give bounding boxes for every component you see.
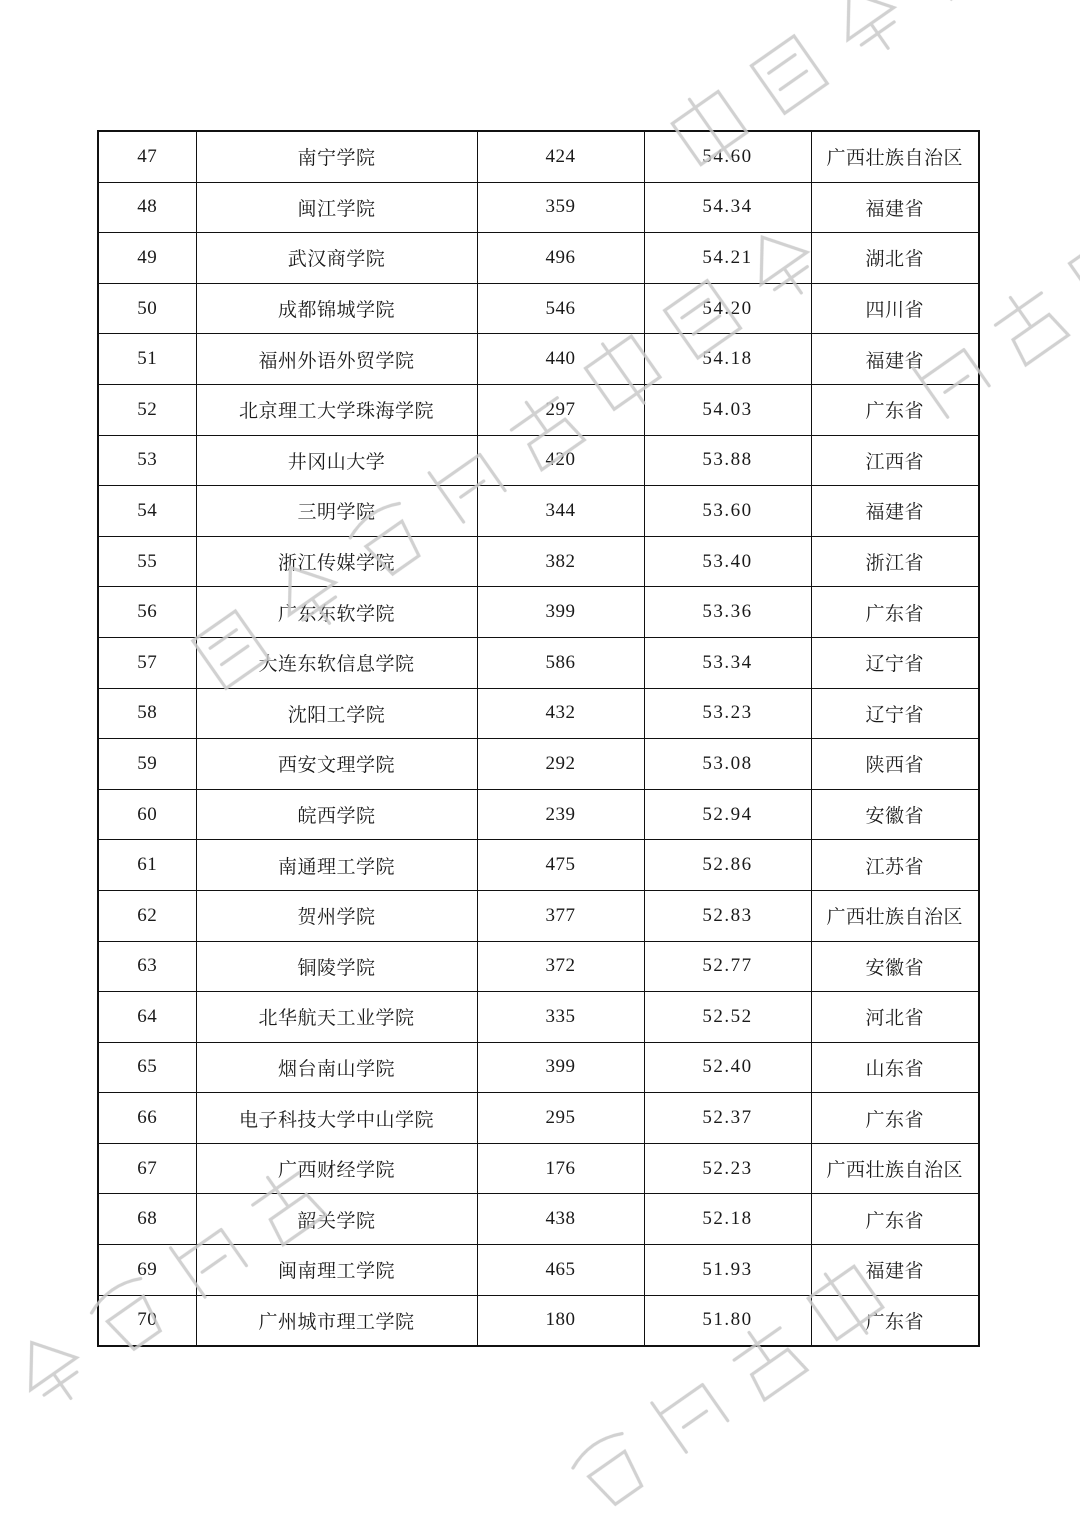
rank-cell: 54 [98,486,196,537]
province-cell: 广西壮族自治区 [811,1143,979,1194]
ranking-table-body [98,131,979,1346]
table-row [98,233,979,284]
count-cell: 465 [477,1245,644,1296]
province-cell: 广东省 [811,1093,979,1144]
score-cell: 54.03 [644,384,811,435]
score-cell: 54.18 [644,334,811,385]
institution-name-cell: 南通理工学院 [196,840,477,891]
institution-name-cell: 北京理工大学珠海学院 [196,384,477,435]
score-cell: 52.18 [644,1194,811,1245]
score-cell: 53.60 [644,486,811,537]
rank-cell: 64 [98,992,196,1043]
score-cell: 53.88 [644,435,811,486]
province-cell: 广东省 [811,1295,979,1346]
score-cell: 54.21 [644,233,811,284]
rank-cell: 66 [98,1093,196,1144]
institution-name-cell: 广西财经学院 [196,1143,477,1194]
score-cell: 52.77 [644,941,811,992]
table-row [98,1194,979,1245]
table-row [98,182,979,233]
institution-name-cell: 广州城市理工学院 [196,1295,477,1346]
score-cell: 53.40 [644,536,811,587]
count-cell: 438 [477,1194,644,1245]
count-cell: 377 [477,890,644,941]
table-row [98,637,979,688]
count-cell: 344 [477,486,644,537]
count-cell: 372 [477,941,644,992]
institution-name-cell: 福州外语外贸学院 [196,334,477,385]
province-cell: 辽宁省 [811,688,979,739]
rank-cell: 50 [98,283,196,334]
rank-cell: 60 [98,789,196,840]
table-row [98,890,979,941]
rank-cell: 48 [98,182,196,233]
count-cell: 399 [477,587,644,638]
count-cell: 297 [477,384,644,435]
count-cell: 432 [477,688,644,739]
count-cell: 176 [477,1143,644,1194]
rank-cell: 51 [98,334,196,385]
province-cell: 辽宁省 [811,637,979,688]
score-cell: 52.52 [644,992,811,1043]
institution-name-cell: 成都锦城学院 [196,283,477,334]
province-cell: 浙江省 [811,536,979,587]
institution-name-cell: 闽南理工学院 [196,1245,477,1296]
count-cell: 180 [477,1295,644,1346]
rank-cell: 61 [98,840,196,891]
institution-name-cell: 烟台南山学院 [196,1042,477,1093]
table-row [98,131,979,182]
institution-name-cell: 武汉商学院 [196,233,477,284]
institution-name-cell: 北华航天工业学院 [196,992,477,1043]
institution-name-cell: 南宁学院 [196,131,477,182]
count-cell: 239 [477,789,644,840]
rank-cell: 53 [98,435,196,486]
table-row [98,1143,979,1194]
table-row [98,1093,979,1144]
count-cell: 292 [477,739,644,790]
count-cell: 424 [477,131,644,182]
rank-cell: 62 [98,890,196,941]
rank-cell: 69 [98,1245,196,1296]
table-row [98,1042,979,1093]
rank-cell: 67 [98,1143,196,1194]
institution-name-cell: 铜陵学院 [196,941,477,992]
province-cell: 山东省 [811,1042,979,1093]
institution-name-cell: 韶关学院 [196,1194,477,1245]
province-cell: 安徽省 [811,789,979,840]
province-cell: 广东省 [811,384,979,435]
rank-cell: 65 [98,1042,196,1093]
province-cell: 江苏省 [811,840,979,891]
table-row [98,688,979,739]
count-cell: 295 [477,1093,644,1144]
province-cell: 广东省 [811,1194,979,1245]
score-cell: 51.80 [644,1295,811,1346]
rank-cell: 58 [98,688,196,739]
table-row [98,992,979,1043]
table-row [98,941,979,992]
score-cell: 53.23 [644,688,811,739]
institution-name-cell: 闽江学院 [196,182,477,233]
province-cell: 福建省 [811,334,979,385]
institution-name-cell: 广东东软学院 [196,587,477,638]
table-row [98,587,979,638]
table-row [98,1295,979,1346]
score-cell: 53.08 [644,739,811,790]
institution-name-cell: 井冈山大学 [196,435,477,486]
institution-name-cell: 皖西学院 [196,789,477,840]
count-cell: 335 [477,992,644,1043]
province-cell: 福建省 [811,182,979,233]
count-cell: 586 [477,637,644,688]
institution-name-cell: 三明学院 [196,486,477,537]
count-cell: 496 [477,233,644,284]
count-cell: 420 [477,435,644,486]
institution-name-cell: 沈阳工学院 [196,688,477,739]
score-cell: 52.40 [644,1042,811,1093]
institution-name-cell: 浙江传媒学院 [196,536,477,587]
count-cell: 440 [477,334,644,385]
province-cell: 安徽省 [811,941,979,992]
count-cell: 399 [477,1042,644,1093]
rank-cell: 63 [98,941,196,992]
province-cell: 四川省 [811,283,979,334]
count-cell: 546 [477,283,644,334]
rank-cell: 59 [98,739,196,790]
province-cell: 陕西省 [811,739,979,790]
rank-cell: 57 [98,637,196,688]
score-cell: 52.83 [644,890,811,941]
score-cell: 51.93 [644,1245,811,1296]
ranking-table [97,130,980,1347]
rank-cell: 52 [98,384,196,435]
institution-name-cell: 电子科技大学中山学院 [196,1093,477,1144]
score-cell: 52.94 [644,789,811,840]
province-cell: 江西省 [811,435,979,486]
score-cell: 54.60 [644,131,811,182]
province-cell: 福建省 [811,486,979,537]
rank-cell: 56 [98,587,196,638]
score-cell: 52.86 [644,840,811,891]
institution-name-cell: 大连东软信息学院 [196,637,477,688]
score-cell: 52.37 [644,1093,811,1144]
rank-cell: 68 [98,1194,196,1245]
score-cell: 52.23 [644,1143,811,1194]
table-row [98,283,979,334]
rank-cell: 55 [98,536,196,587]
table-row [98,789,979,840]
score-cell: 54.20 [644,283,811,334]
table-row [98,536,979,587]
province-cell: 河北省 [811,992,979,1043]
table-row [98,334,979,385]
rank-cell: 47 [98,131,196,182]
table-row [98,384,979,435]
count-cell: 359 [477,182,644,233]
count-cell: 382 [477,536,644,587]
institution-name-cell: 西安文理学院 [196,739,477,790]
score-cell: 54.34 [644,182,811,233]
rank-cell: 70 [98,1295,196,1346]
table-row [98,486,979,537]
province-cell: 广东省 [811,587,979,638]
table-row [98,435,979,486]
province-cell: 广西壮族自治区 [811,890,979,941]
table-row [98,840,979,891]
province-cell: 湖北省 [811,233,979,284]
table-row [98,739,979,790]
table-row [98,1245,979,1296]
score-cell: 53.34 [644,637,811,688]
rank-cell: 49 [98,233,196,284]
province-cell: 福建省 [811,1245,979,1296]
institution-name-cell: 贺州学院 [196,890,477,941]
score-cell: 53.36 [644,587,811,638]
province-cell: 广西壮族自治区 [811,131,979,182]
count-cell: 475 [477,840,644,891]
